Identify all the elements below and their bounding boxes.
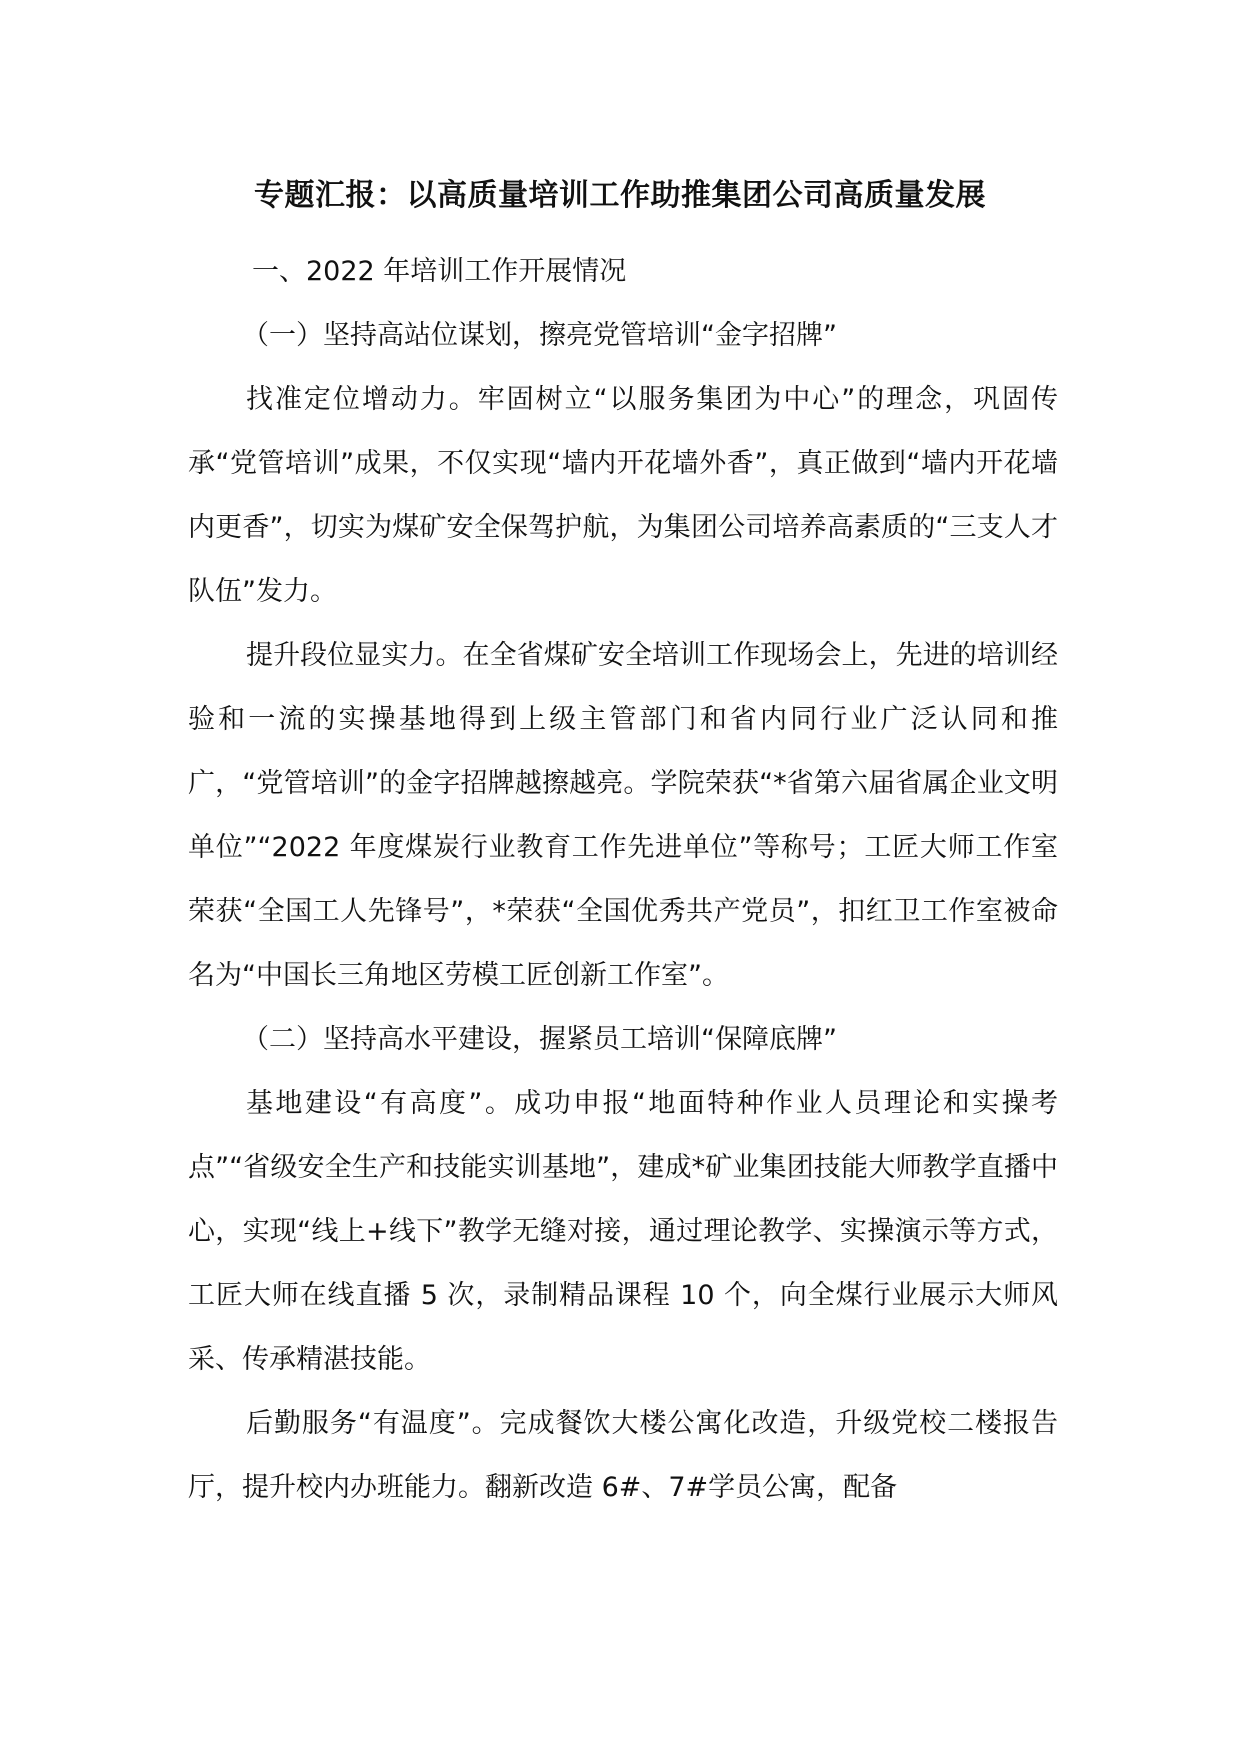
subsection-heading: （一）坚持高站位谋划，擦亮党管培训“金字招牌” xyxy=(242,320,837,351)
subsection-heading: （二）坚持高水平建设，握紧员工培训“保障底牌” xyxy=(242,1024,837,1055)
body-paragraph: 基地建设“有高度”。成功申报“地面特种作业人员理论和实操考点”“省级安全生产和技能实训基地”，建成*矿业集团技能大师教学直播中心，实现“线上+线下”教学无缝对接，通过理论教学、实操演示等方式，工匠大师在线直播 5 次，录制精品课程 10 个，向全煤行业展示大师风采、传承精湛技能。 xyxy=(188,1088,1058,1375)
body-paragraph: 后勤服务“有温度”。完成餐饮大楼公寓化改造，升级党校二楼报告厅，提升校内办班能力。翻新改造 6#、7#学员公寓，配备 xyxy=(188,1408,1058,1503)
body-paragraph: 提升段位显实力。在全省煤矿安全培训工作现场会上，先进的培训经验和一流的实操基地得到上级主管部门和省内同行业广泛认同和推广，“党管培训”的金字招牌越擦越亮。学院荣获“*省第六届省属企业文明单位”“2022 年度煤炭行业教育工作先进单位”等称号；工匠大师工作室荣获“全国工人先锋号”，*荣获“全国优秀共产党员”，扣红卫工作室被命名为“中国长三角地区劳模工匠创新工作室”。 xyxy=(188,640,1058,991)
body-paragraph: 找准定位增动力。牢固树立“以服务集团为中心”的理念，巩固传承“党管培训”成果，不仅实现“墙内开花墙外香”，真正做到“墙内开花墙内更香”，切实为煤矿安全保驾护航，为集团公司培养高素质的“三支人才队伍”发力。 xyxy=(188,384,1058,607)
document-body xyxy=(188,240,1058,1520)
section-heading: 一、2022 年培训工作开展情况 xyxy=(252,256,627,287)
document-title: 专题汇报：以高质量培训工作助推集团公司高质量发展 xyxy=(254,178,986,213)
